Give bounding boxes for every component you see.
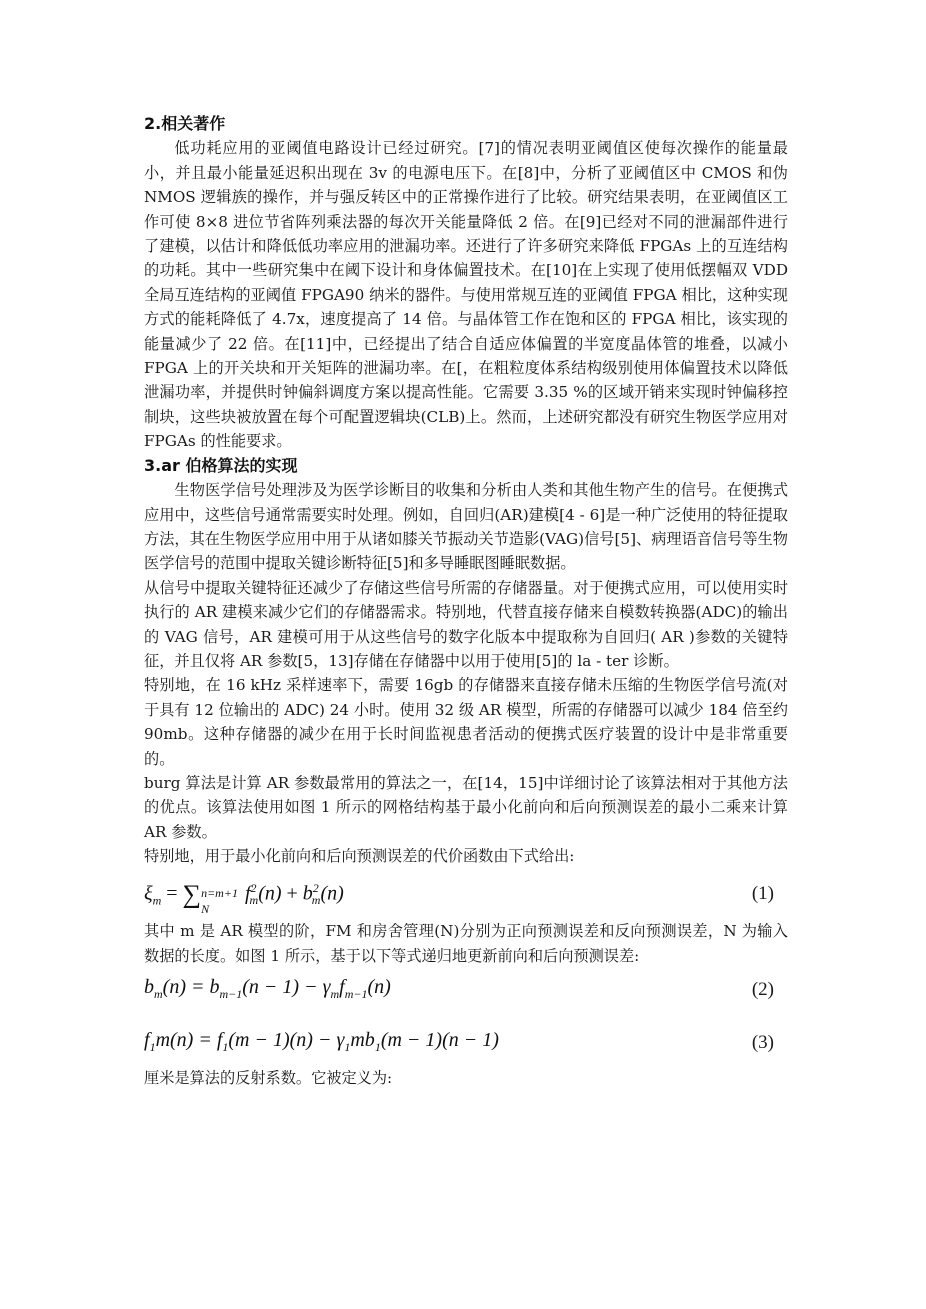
section-heading-related-work: 2.相关著作 — [144, 114, 226, 133]
paragraph-biomedical-signals: 生物医学信号处理涉及为医学诊断目的收集和分析由人类和其他生物产生的信号。在便携式应用中，这些信号通常需要实时处理。例如，自回归(AR)建模[4 - 6]是一种广泛使用的特征提取方法，其在生物医学应用中用于从诸如膝关节振动关节造影(VAG)信号[5]、病理语音信号等生物医学信号的范围中提取关键诊断特征[5]和多导睡眠图睡眠数据。 — [144, 481, 788, 573]
equation-2: $b_m(n) = b_{m-1}(n - 1) - \gamma_mf_{m-1}(n)$ — [144, 976, 391, 1002]
equation-3-number: (3) — [751, 1032, 774, 1054]
equation-2-row — [144, 972, 788, 1009]
equation-2-number: (2) — [751, 979, 774, 1001]
equation-1-row — [144, 873, 788, 916]
paragraph-burg-intro: burg 算法是计算 AR 参数最常用的算法之一，在[14，15]中详细讨论了该算法相对于其他方法的优点。该算法使用如图 1 所示的网格结构基于最小化前向和后向预测误差的最小二乘来计算 AR 参数。 — [144, 773, 788, 841]
paragraph-feature-extraction: 从信号中提取关键特征还减少了存储这些信号所需的存储器量。对于便携式应用，可以使用实时执行的 AR 建模来减少它们的存储器需求。特别地，代替直接存储来自模数转换器(ADC)的输出的 VAG 信号，AR 建模可用于从这些信号的数字化版本中提取称为自回归( AR )参数的关键特征，并且仅将 AR 参数[5，13]存储在存储器中以用于使用[5]的 la - ter 诊断。 — [144, 578, 788, 670]
paragraph-related-work: 低功耗应用的亚阈值电路设计已经过研究。[7]的情况表明亚阈值区使每次操作的能量最小，并且最小能量延迟积出现在 3v 的电源电压下。在[8]中，分析了亚阈值区中 CMOS 和伪 NMOS 逻辑族的操作，并与强反转区中的正常操作进行了比较。研究结果表明，在亚阈值区工作可使 8×8 进位节省阵列乘法器的每次开关能量降低 2 倍。在[9]已经对不同的泄漏部件进行了建模，以估计和降低低功率应用的泄漏功率。还进行了许多研究来降低 FPGAs 上的互连结构的功耗。其中一些研究集中在阈下设计和身体偏置技术。在[10]在上实现了使用低摆幅双 VDD 全局互连结构的亚阈值 FPGA90 纳米的器件。与使用常规互连的亚阈值 FPGA 相比，这种实现方式的能耗降低了 4.7x，速度提高了 14 倍。与晶体管工作在饱和区的 FPGA 相比，该实现的能量减少了 22 倍。在[11]中，已经提出了结合自适应体偏置的半宽度晶体管的堆叠，以减小 FPGA 上的开关块和开关矩阵的泄漏功率。在[，在粗粒度体系结构级别使用体偏置技术以降低泄漏功率，并提供时钟偏斜调度方案以提高性能。它需要 3.35 %的区域开销来实现时钟偏移控制块，这些块被放置在每个可配置逻辑块(CLB)上。然而，上述研究都没有研究生物医学应用对 FPGAs 的性能要求。 — [144, 139, 788, 451]
document-page — [144, 112, 788, 1090]
equation-1: $\xi_m$ = ∑ n=m+1 N $f^2_m(n) + b^2_m(n)$ — [144, 879, 344, 917]
paragraph-cost-function-intro: 特别地，用于最小化前向和后向预测误差的代价函数由下式给出: — [144, 847, 575, 866]
section-heading-burg-algorithm: 3.ar 伯格算法的实现 — [144, 455, 298, 475]
paragraph-variable-definitions: 其中 m 是 AR 模型的阶，FM 和房舍管理(N)分别为正向预测误差和反向预测误差，N 为输入数据的长度。如图 1 所示，基于以下等式递归地更新前向和后向预测误差: — [144, 922, 788, 965]
equation-3: $f_1m(n) = f_1(m - 1)(n) - \gamma_1mb_1(m - 1)(n - 1)$ — [144, 1029, 499, 1055]
paragraph-reflection-coefficient: 厘米是算法的反射系数。它被定义为: — [144, 1069, 393, 1088]
equation-3-row — [144, 1025, 788, 1062]
paragraph-memory-reduction: 特别地，在 16 kHz 采样速率下，需要 16gb 的存储器来直接存储未压缩的生物医学信号流(对于具有 12 位输出的 ADC) 24 小时。使用 32 级 AR 模型，所需的存储器可以减少 184 倍至约 90mb。这种存储器的减少在用于长时间监视患者活动的便携式医疗装置的设计中是非常重要的。 — [144, 676, 788, 768]
equation-1-number: (1) — [751, 882, 774, 904]
